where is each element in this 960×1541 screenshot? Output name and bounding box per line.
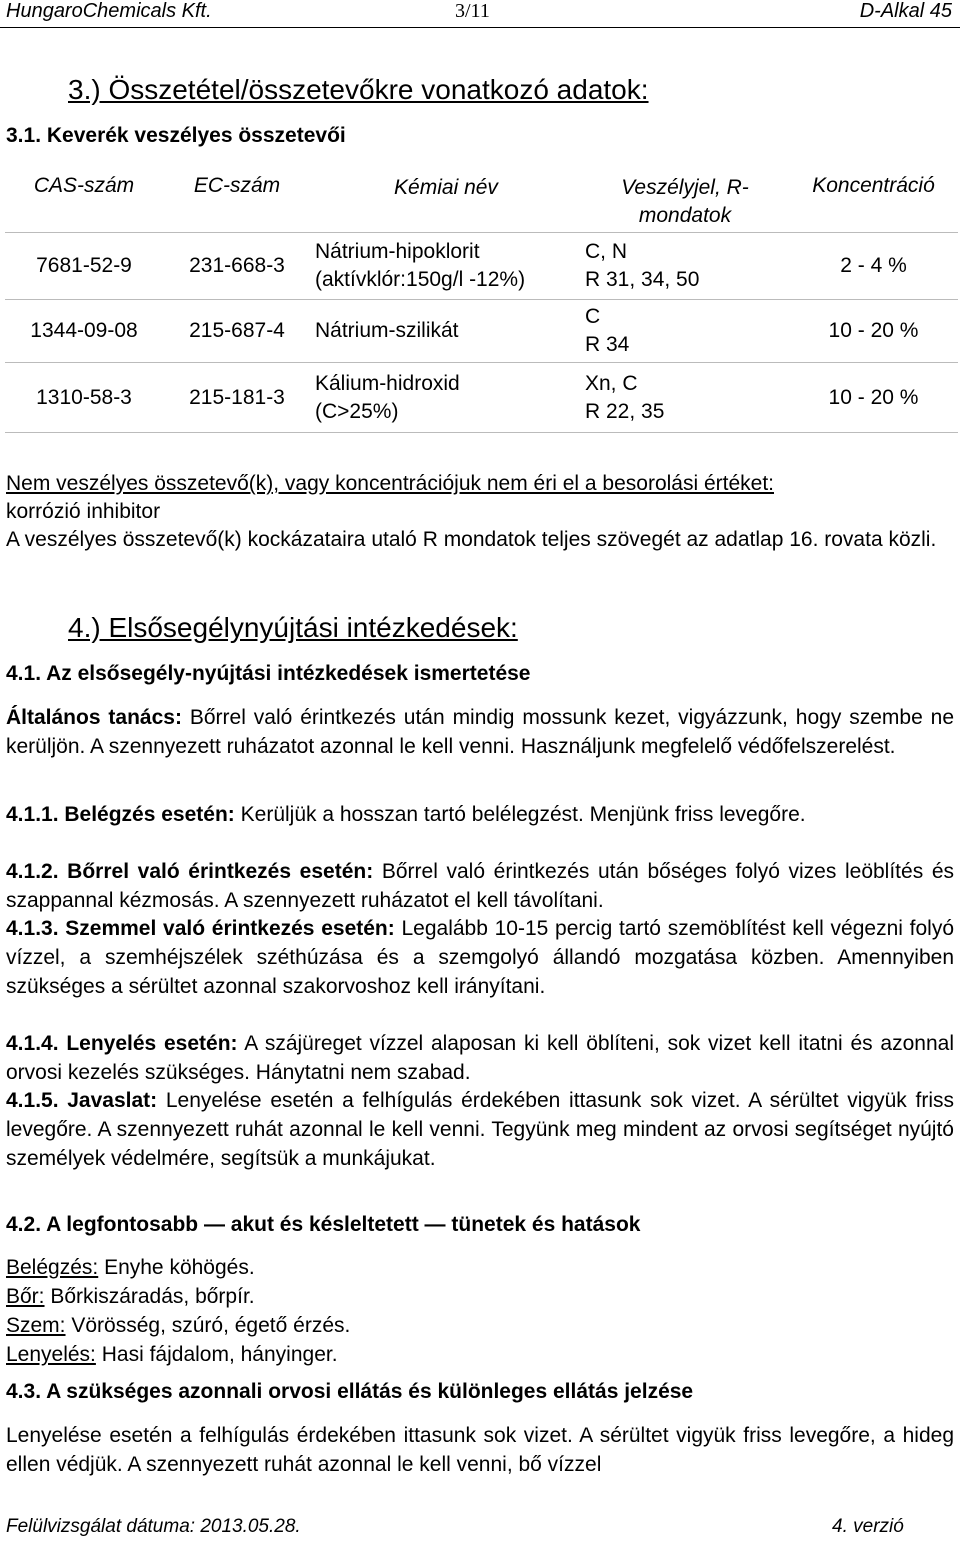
item-text: Bőrrel való érintkezés után bőséges folyó vizes leöblítés és szappannal kézmosás. A szennyezett ruházatot el kell távolítani. (6, 860, 955, 912)
symptom-label: Bőr: (6, 1285, 45, 1308)
symptom-text: Hasi fájdalom, hányinger. (95, 1343, 338, 1366)
symptom-label: Belégzés: (6, 1256, 99, 1279)
section-4-title-text: 4.) Elsősegélynyújtási intézkedések: (68, 612, 518, 643)
col-header-ec: EC-szám (193, 174, 281, 197)
col-header-concentration: Koncentráció (812, 174, 935, 197)
general-advice-text: Bőrrel való érintkezés után mindig mossunk kezet, vigyázzunk, hogy szembe ne kerüljön. A szennyezett ruházatot azonnal le kell venni. Használjunk megfelelő védőfelszerelést. (6, 706, 955, 758)
symptom-label: Szem: (6, 1314, 66, 1337)
cell-hazard (581, 233, 789, 300)
section-4-title (68, 612, 518, 644)
cell-ec: 215-687-4 (163, 300, 311, 363)
cell-ec: 215-181-3 (163, 363, 311, 433)
header-rule (0, 27, 960, 28)
col-header-hazard: Veszélyjel, R-mondatok (621, 176, 749, 227)
version: 4. verzió (832, 1516, 904, 1537)
section-4-1-title: 4.1. Az elsősegély-nyújtási intézkedések ismertetése (6, 662, 531, 685)
cell-chemical-name (311, 300, 581, 363)
cell-ec: 231-668-3 (163, 233, 311, 300)
header-product: D-Alkal 45 (859, 0, 952, 22)
symptom-text: Enyhe köhögés. (98, 1256, 255, 1279)
cell-cas: 7681-52-9 (5, 233, 163, 300)
symptom-text: Bőrkiszáradás, bőrpír. (44, 1285, 255, 1308)
ingestion-item (6, 1029, 954, 1087)
symptom-ingestion (6, 1340, 338, 1369)
item-text: Legalább 10-15 percig tartó szemöblítést kell végezni folyó vízzel, a szemhéjszélek széthúzása és a szemgolyó állandó mozgatása közben. Amennyiben szükséges a sérültet azonnal szakorvoshoz kell irányítani. (6, 917, 955, 998)
symptom-label: Lenyelés: (6, 1343, 96, 1366)
header-page-number: 3/11 (455, 0, 490, 22)
name-line-1: Kálium-hidroxid (315, 371, 460, 395)
table-row (5, 233, 958, 300)
name-line-2: (C>25%) (315, 399, 399, 423)
table-row (5, 300, 958, 363)
recommendation-item (6, 1086, 954, 1173)
section-3-1-title: 3.1. Keverék veszélyes összetevői (6, 124, 346, 147)
header-company: HungaroChemicals Kft. (6, 0, 212, 22)
cell-cas: 1344-09-08 (5, 300, 163, 363)
cell-concentration: 2 - 4 % (789, 233, 958, 300)
cell-hazard (581, 300, 789, 363)
skin-contact-item (6, 857, 954, 915)
item-label: 4.1.4. Lenyelés esetén: (6, 1032, 238, 1055)
cell-concentration: 10 - 20 % (789, 363, 958, 433)
section-4-3-title: 4.3. A szükséges azonnali orvosi ellátás és különleges ellátás jelzése (6, 1380, 694, 1403)
name-line-1: Nátrium-hipoklorit (315, 240, 480, 263)
review-date: Felülvizsgálat dátuma: 2013.05.28. (6, 1516, 301, 1537)
nonhazardous-heading: Nem veszélyes összetevő(k), vagy koncentrációjuk nem éri el a besorolási értéket: (6, 472, 774, 495)
cell-hazard (581, 363, 789, 433)
hazard-symbols: C, N (585, 240, 627, 263)
section-3-title: 3.) Összetétel/összetevőkre vonatkozó adatok: (68, 74, 649, 105)
hazard-symbols: Xn, C (585, 371, 638, 395)
col-header-cas: CAS-szám (33, 174, 135, 197)
cell-concentration: 10 - 20 % (789, 300, 958, 363)
symptom-text: Vörösség, szúró, égető érzés. (65, 1314, 351, 1337)
inhalation-item (6, 800, 954, 829)
item-text: Kerüljük a hosszan tartó belélegzést. Menjünk friss levegőre. (240, 803, 806, 826)
eye-contact-item (6, 914, 954, 1001)
section-4-3-text: Lenyelése esetén a felhígulás érdekében ittasunk sok vizet. A sérültet vigyük friss levegőre, a hideg ellen védjük. A szennyezett ruhát azonnal le kell venni, bő vízzel (6, 1424, 954, 1476)
section-4-2-title: 4.2. A legfontosabb — akut és késleltetett — tünetek és hatások (6, 1213, 641, 1236)
r-phrases: R 31, 34, 50 (585, 268, 700, 291)
item-label: 4.1.5. Javaslat: (6, 1089, 158, 1112)
table-row (5, 363, 958, 433)
cell-chemical-name (311, 363, 581, 433)
item-text: Lenyelése esetén a felhígulás érdekében ittasunk sok vizet. A sérültet vigyük friss levegőre. A szennyezett ruhát azonnal le kell venni. Tegyünk meg mindent az orvosi segítséget nyújtó személyek védelmére, segítsük a munkájukat. (6, 1089, 954, 1170)
item-text: A szájüreget vízzel alaposan ki kell öblíteni, sok vizet kell itatni és azonnal orvosi kezelés szükséges. Hánytatni nem szabad. (6, 1032, 954, 1084)
cell-chemical-name (311, 233, 581, 300)
nonhazardous-item: korrózió inhibitor (6, 500, 161, 523)
symptom-eye (6, 1311, 350, 1340)
r-phrases: R 34 (585, 333, 630, 356)
general-advice (6, 703, 954, 761)
r-phrases: R 22, 35 (585, 399, 665, 423)
hazard-symbols: C (585, 305, 601, 328)
r-phrase-note: A veszélyes összetevő(k) kockázataira utaló R mondatok teljes szövegét az adatlap 16. rovata közli. (6, 528, 937, 551)
symptom-inhalation (6, 1253, 255, 1282)
col-header-chemical-name: Kémiai név (394, 176, 498, 199)
general-advice-label: Általános tanács: (6, 706, 182, 729)
composition-table (5, 170, 958, 433)
symptom-skin (6, 1282, 255, 1311)
table-header-row (5, 170, 958, 233)
item-label: 4.1.2. Bőrrel való érintkezés esetén: (6, 860, 374, 883)
cell-cas: 1310-58-3 (5, 363, 163, 433)
item-label: 4.1.3. Szemmel való érintkezés esetén: (6, 917, 395, 940)
name-line-2: (aktívklór:150g/l -12%) (315, 268, 526, 291)
item-label: 4.1.1. Belégzés esetén: (6, 803, 235, 826)
name-line-1: Nátrium-szilikát (315, 319, 459, 342)
